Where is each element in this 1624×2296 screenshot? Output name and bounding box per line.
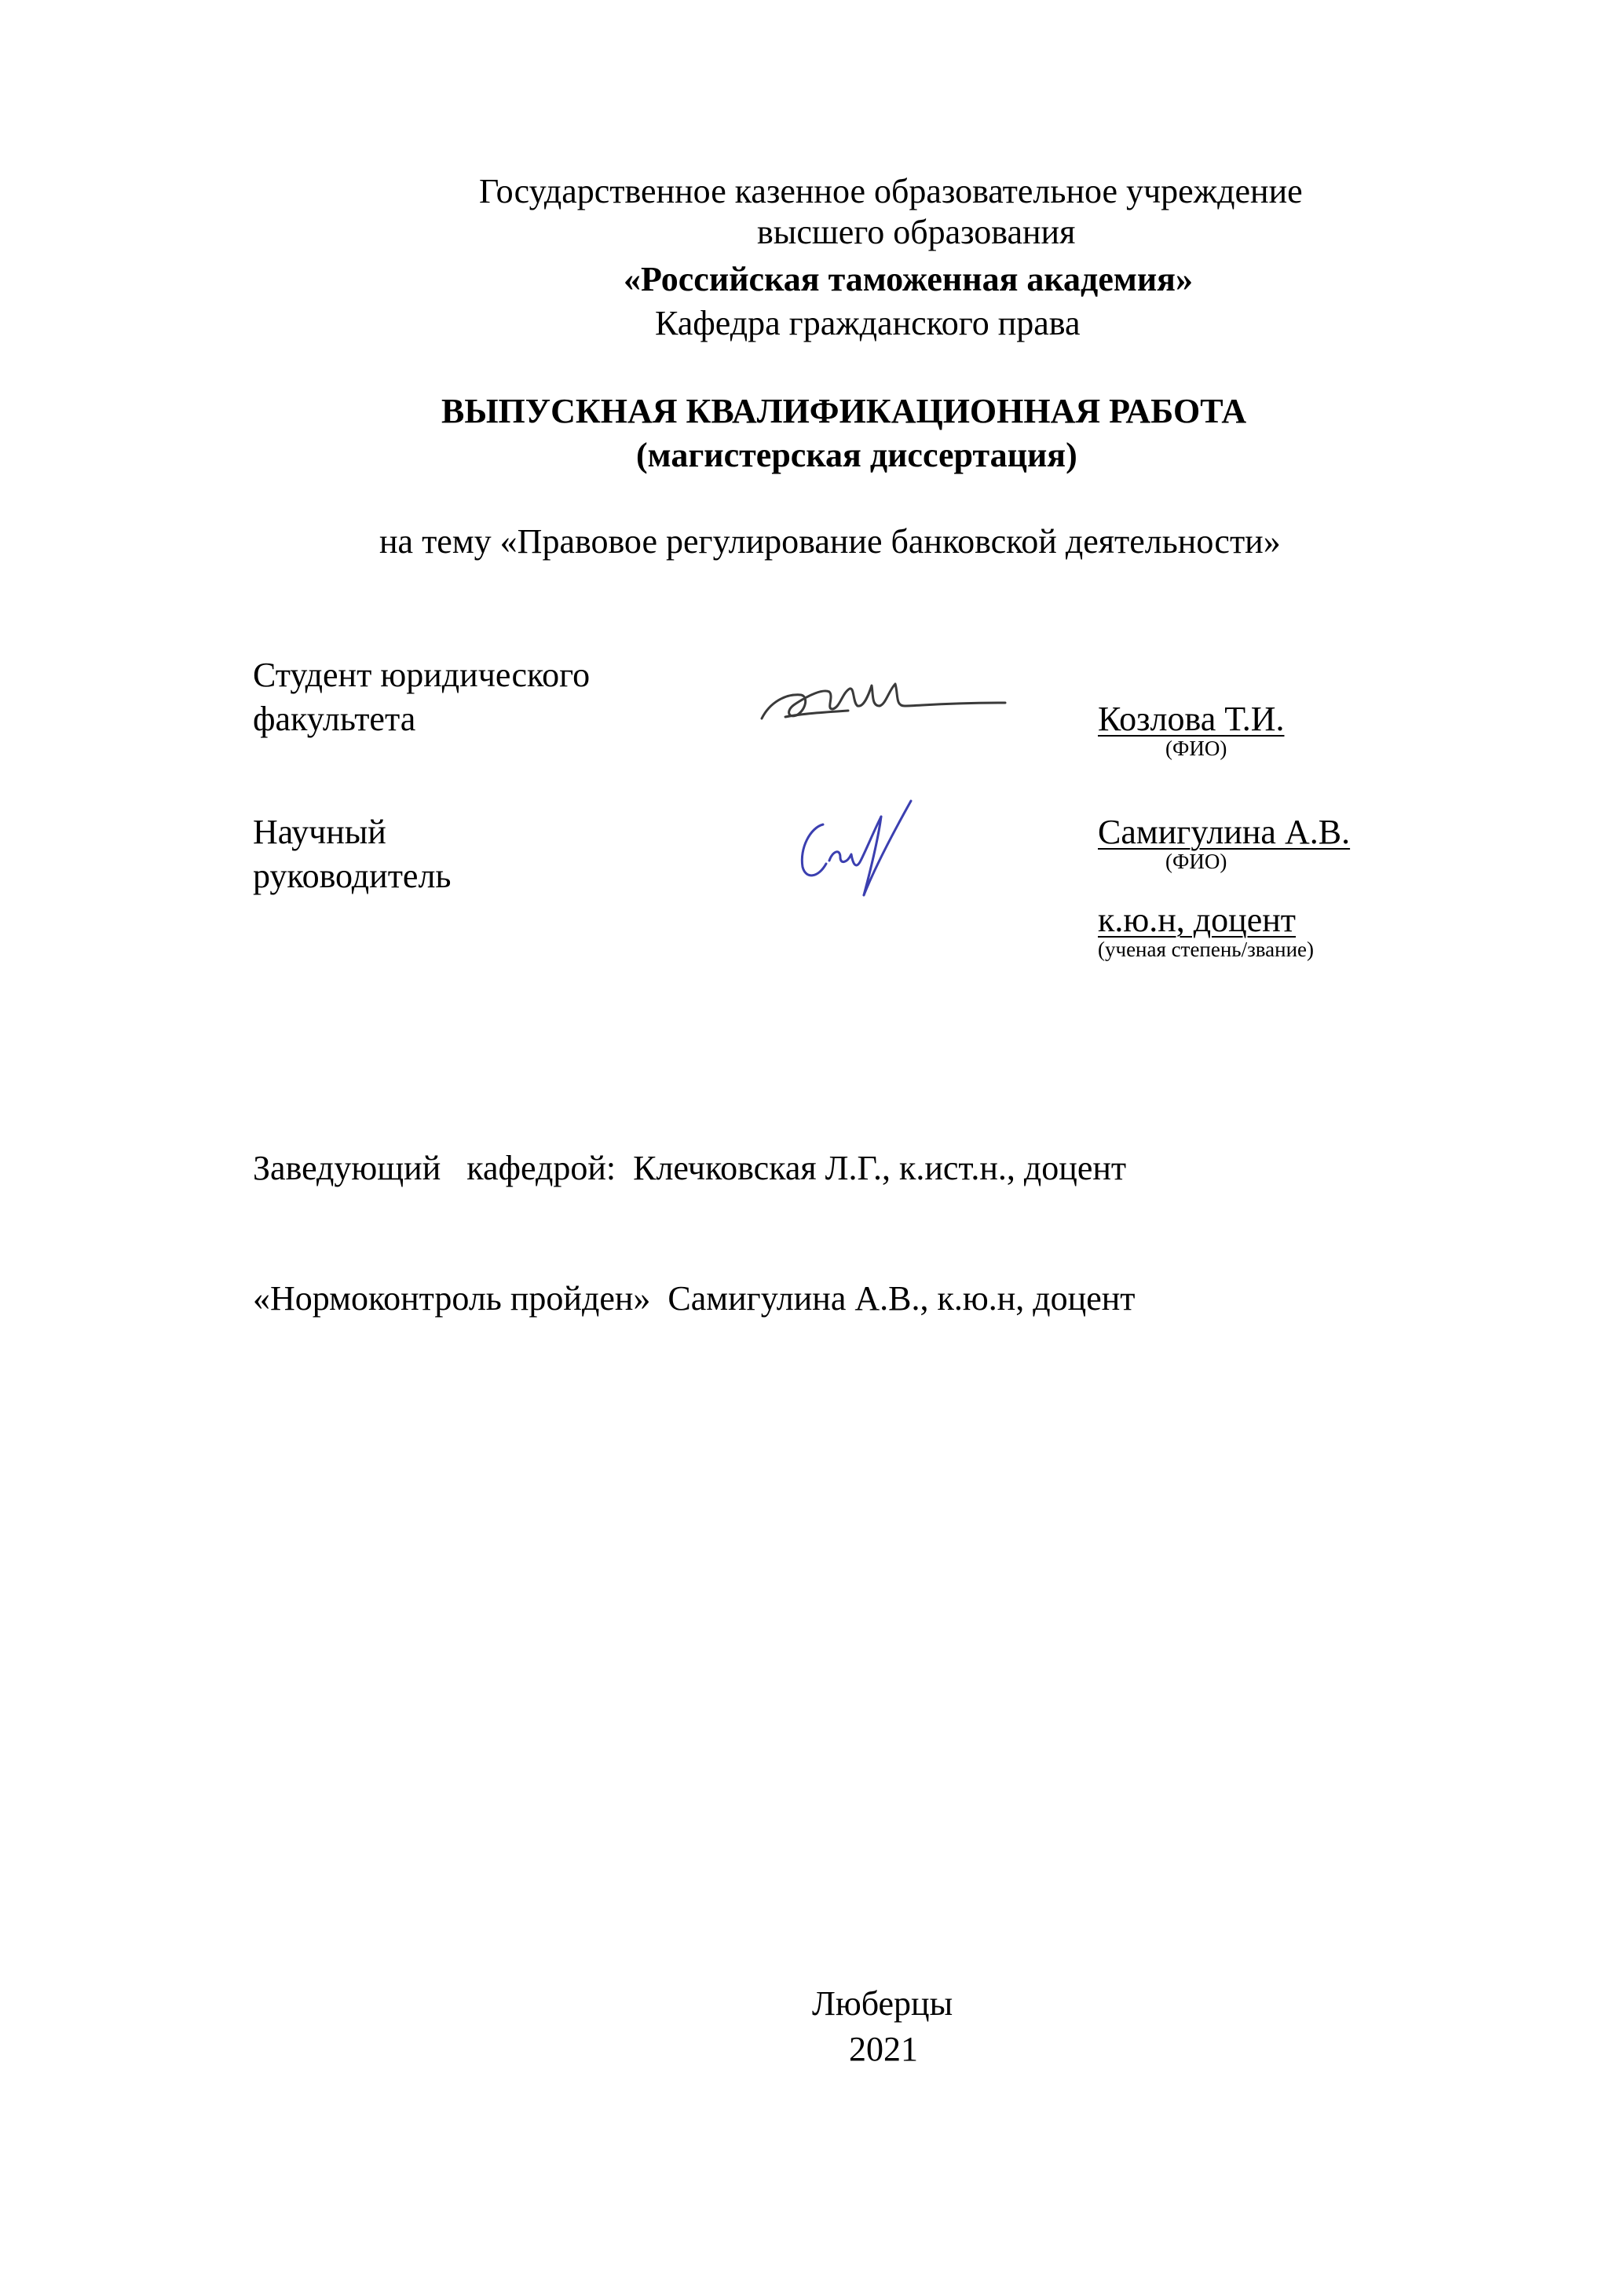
norm-control: «Нормоконтроль пройден» Самигулина А.В., к.ю.н, доцент <box>253 1279 1136 1318</box>
work-type: ВЫПУСКНАЯ КВАЛИФИКАЦИОННАЯ РАБОТА <box>441 392 1247 430</box>
student-label-line-2: факультета <box>253 700 416 738</box>
student-name-caption: (ФИО) <box>1165 737 1227 760</box>
department-name: Кафедра гражданского права <box>655 304 1081 342</box>
supervisor-degree: к.ю.н, доцент <box>1098 901 1297 939</box>
student-signature <box>754 671 1013 734</box>
institution-line-2: высшего образования <box>757 213 1076 251</box>
year: 2021 <box>849 2030 918 2068</box>
student-label-line-1: Студент юридического <box>253 656 591 694</box>
supervisor-name: Самигулина А.В. <box>1098 813 1351 851</box>
academy-name: «Российская таможенная академия» <box>624 260 1193 298</box>
supervisor-signature <box>785 785 927 911</box>
work-topic: на тему «Правовое регулирование банковской деятельности» <box>379 522 1281 561</box>
supervisor-label-line-1: Научный <box>253 813 386 851</box>
supervisor-name-caption: (ФИО) <box>1165 850 1227 873</box>
work-subtype: (магистерская диссертация) <box>636 436 1077 474</box>
institution-line-1: Государственное казенное образовательное учреждение <box>479 172 1303 210</box>
city: Люберцы <box>812 1984 953 2023</box>
supervisor-degree-caption: (ученая степень/звание) <box>1098 938 1315 961</box>
supervisor-label-line-2: руководитель <box>253 857 452 895</box>
head-of-department: Заведующий кафедрой: Клечковская Л.Г., к.ист.н., доцент <box>253 1149 1127 1187</box>
student-name: Козлова Т.И. <box>1098 700 1285 738</box>
